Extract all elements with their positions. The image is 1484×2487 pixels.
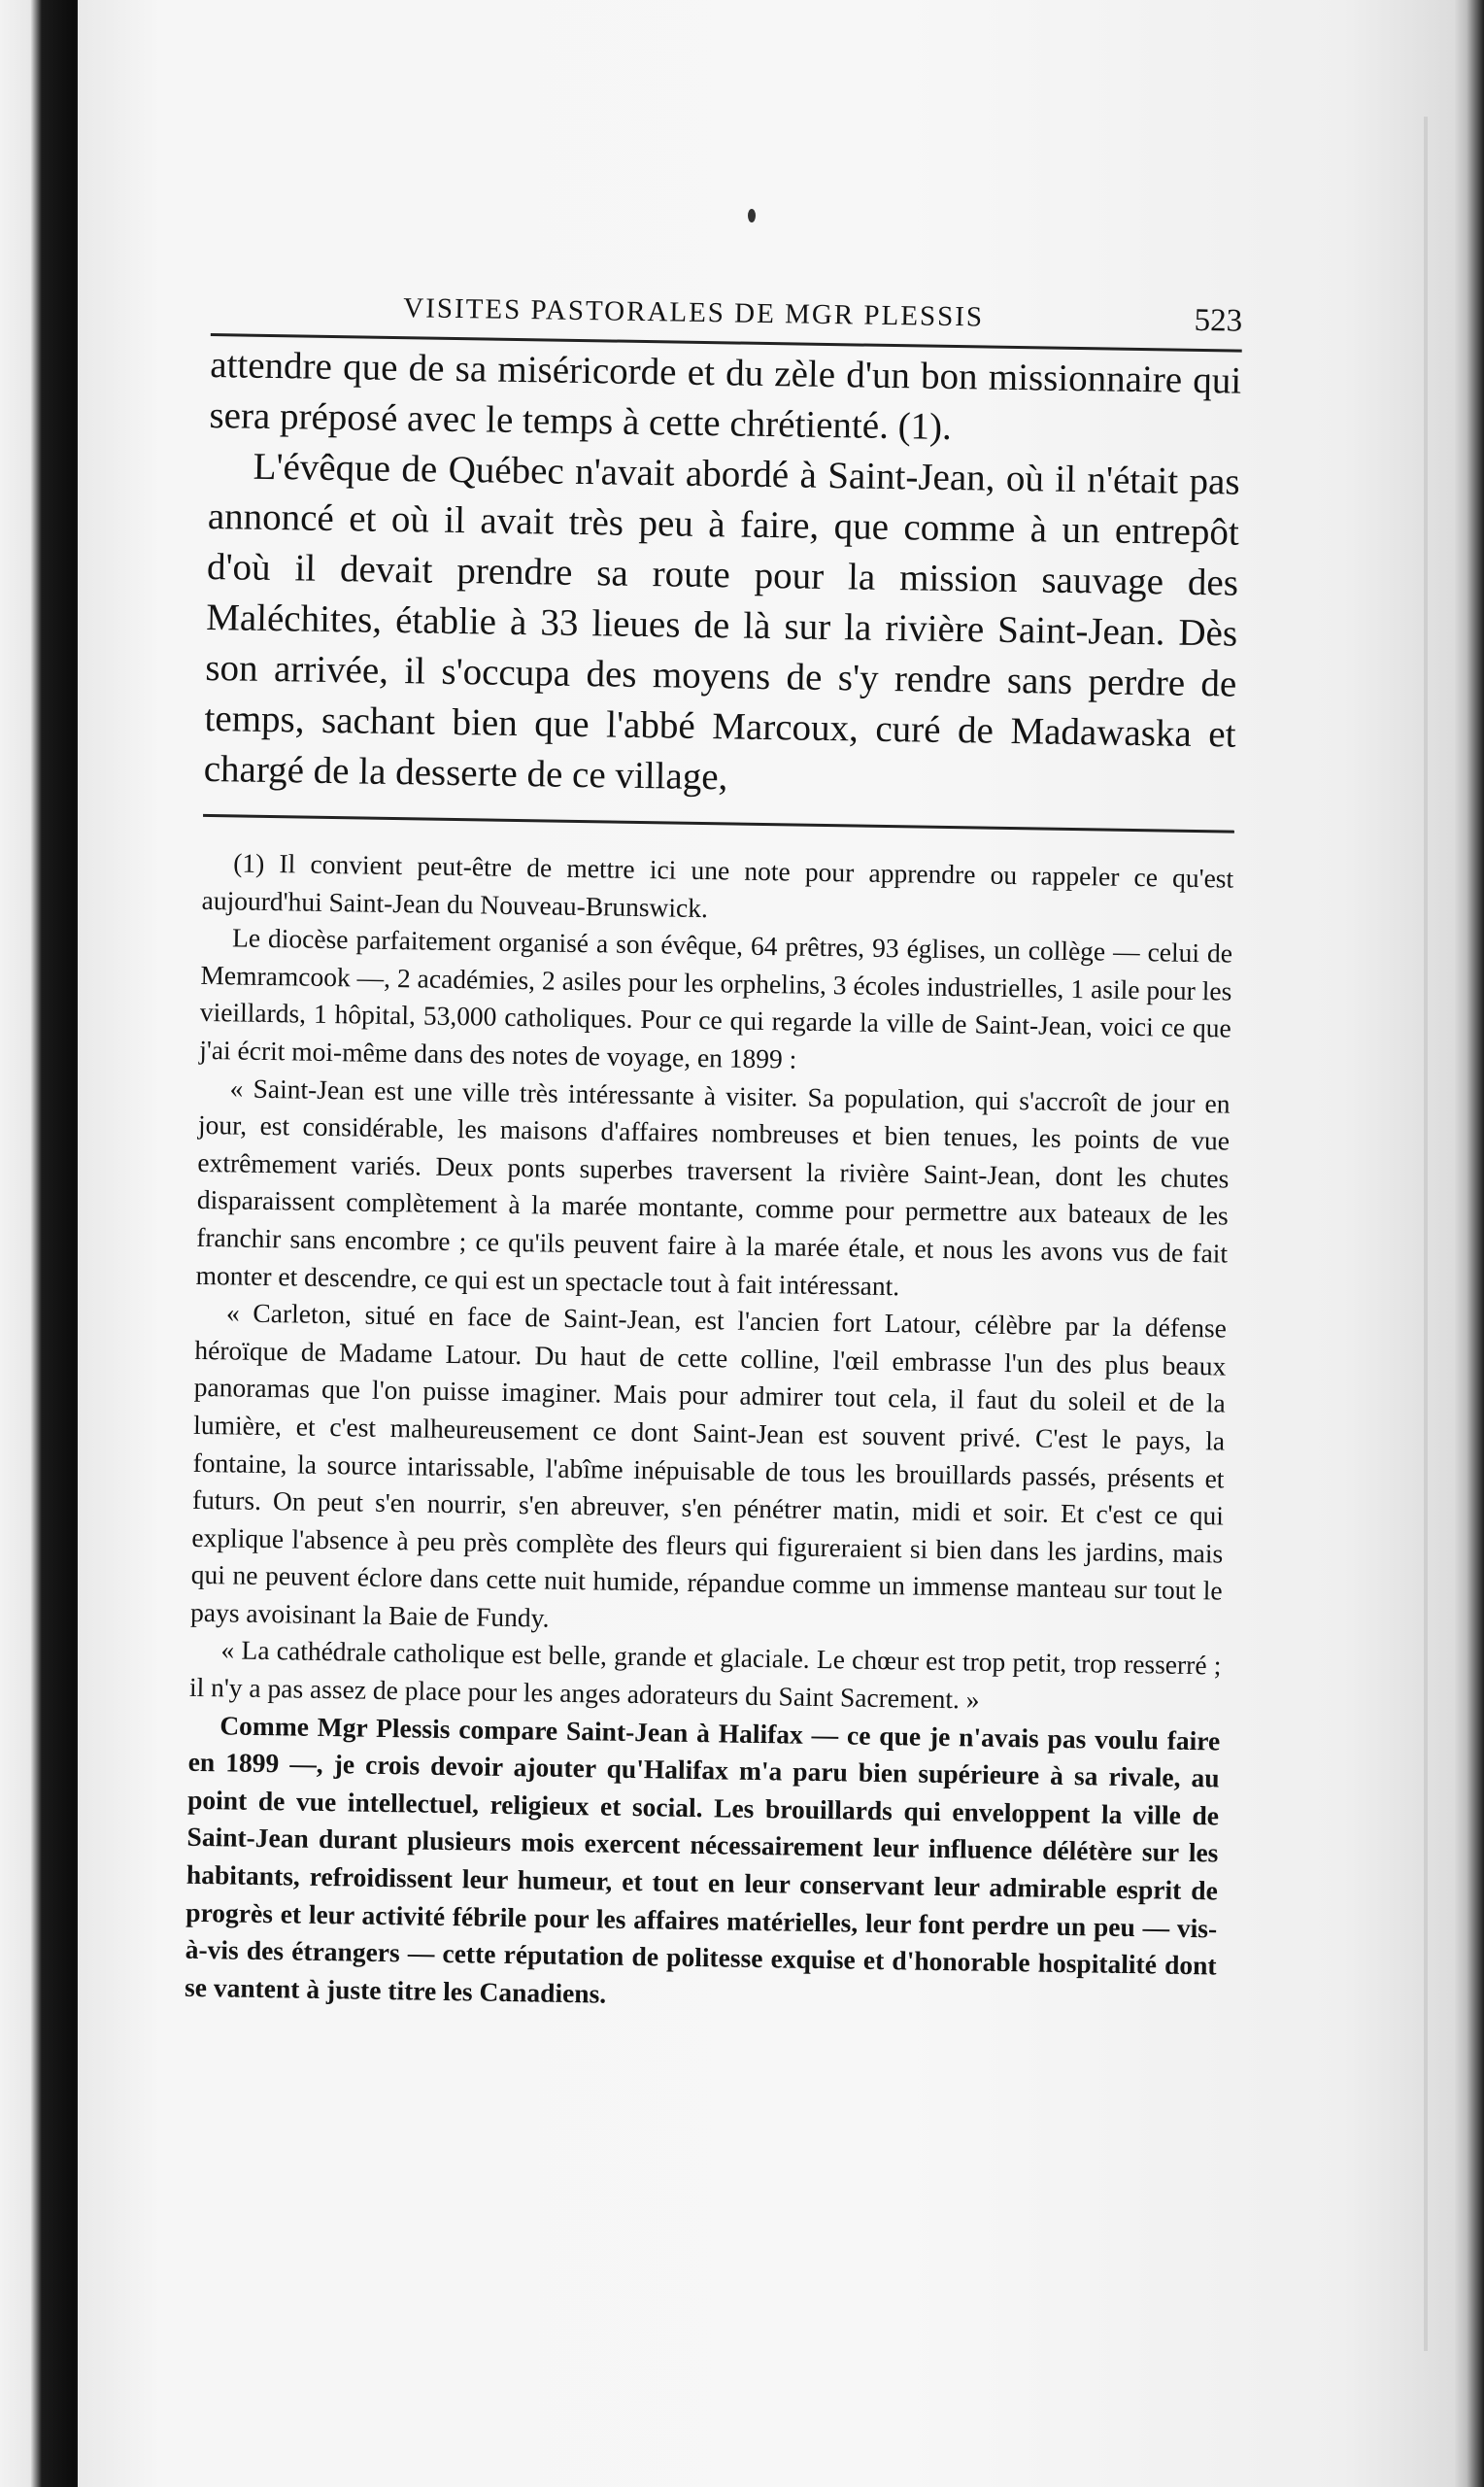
footnote-paragraph: (1) Il convient peut-être de mettre ici une note pour apprendre ou rappeler ce qu'est aujourd'hui Saint-Jean du Nouveau-Brunswick. xyxy=(201,847,1234,923)
main-text xyxy=(203,340,1241,811)
running-head xyxy=(211,262,1243,357)
page-edge-shadow xyxy=(1424,117,1428,2351)
main-paragraph: L'évêque de Québec n'avait abordé à Saint-Jean, où il n'était pas annoncé et où il avait très peu à faire, que comme à un entrepôt d'où il devait prendre sa route pour la mission sauvage des Maléchites, établie à 33 lieues de là sur la rivière Saint-Jean. Dès son arrivée, il s'occupa des moyens de s'y rendre sans perdre de temps, sachant bien que l'abbé Marcoux, curé de Madawaska et chargé de la desserte de ce village, xyxy=(203,445,1240,799)
scan-right-margin xyxy=(1455,0,1484,2487)
footnote-paragraph: « Carleton, situé en face de Saint-Jean, est l'ancien fort Latour, célèbre par la défense héroïque de Madame Latour. Du haut de cette colline, l'œil embrasse l'un des plus beaux panoramas que l'on puisse imaginer. Mais pour admirer tout cela, il faut du soleil et de la lumière, et c'est malheureusement ce dont Saint-Jean est souvent privé. C'est le pays, la fontaine, la source intarissable, l'abîme inépuisable de tous les brouillards passés, présents et futurs. On peut s'en nourrir, s'en abreuver, s'en pénétrer matin, midi et soir. Et c'est ce qui explique l'absence à peu près complète des fleurs qui figureraient si bien dans les jardins, mais qui ne peuvent éclore dans cette nuit humide, répandue comme un immense manteau sur tout le pays avoisinant la Baie de Fundy. xyxy=(189,1297,1228,1633)
footnotes xyxy=(185,844,1234,2023)
ink-speck xyxy=(748,209,756,222)
footnote-paragraph: Le diocèse parfaitement organisé a son évêque, 64 prêtres, 93 églises, un collège — celui de Memramcook —, 2 académies, 2 asiles pour les orphelins, 3 écoles industrielles, 1 asile pour les vieillards, 1 hôpital, 53,000 catholiques. Pour ce qui regarde la ville de Saint-Jean, voici ce que j'ai écrit moi-même dans des notes de voyage, en 1899 : xyxy=(199,922,1233,1074)
page-content xyxy=(185,262,1243,2023)
running-title: VISITES PASTORALES DE MGR PLESSIS xyxy=(403,292,985,333)
footnote-rule xyxy=(203,814,1234,834)
page-number: 523 xyxy=(1194,302,1243,339)
scan-left-margin xyxy=(0,0,76,2487)
footnote-paragraph: « Saint-Jean est une ville très intéressante à visiter. Sa population, qui s'accroît de jour en jour, est considérable, les maisons d'affaires nombreuses et bien tenues, les points de vue extrêmement variés. Deux ponts superbes traversent la rivière Saint-Jean, dont les chutes disparaissent complètement à la marée montante, comme pour permettre aux bateaux de les franchir sans encombre ; ce qu'ils peuvent faire à la marée étale, et nous les avons vus de fait monter et descendre, ce qui est un spectacle tout à fait intéressant. xyxy=(195,1072,1231,1301)
main-paragraph: attendre que de sa miséricorde et du zèle d'un bon missionnaire qui sera préposé avec le temps à cette chrétienté. (1). xyxy=(209,343,1242,448)
book-page xyxy=(78,0,1455,2487)
footnote-paragraph: « La cathédrale catholique est belle, grande et glaciale. Le chœur est trop petit, trop resserré ; il n'y a pas assez de place pour les anges adorateurs du Saint Sacrement. » xyxy=(188,1634,1222,1715)
footnote-paragraph: Comme Mgr Plessis compare Saint-Jean à Halifax — ce que je n'avais pas voulu faire en 1899 —, je crois devoir ajouter qu'Halifax m'a paru bien supérieure à sa rivale, au point de vue intellectuel, religieux et social. Les brouillards qui enveloppent la ville de Saint-Jean durant plusieurs mois exercent nécessairement leur influence délétère sur les habitants, refroidissent leur humeur, et tout en leur conservant leur admirable esprit de progrès et leur activité fébrile pour les affaires matérielles, leur font perdre un peu — vis-à-vis des étrangers — cette réputation de politesse exquise et d'honorable hospitalité dont se vantent à juste titre les Canadiens. xyxy=(184,1709,1221,2009)
